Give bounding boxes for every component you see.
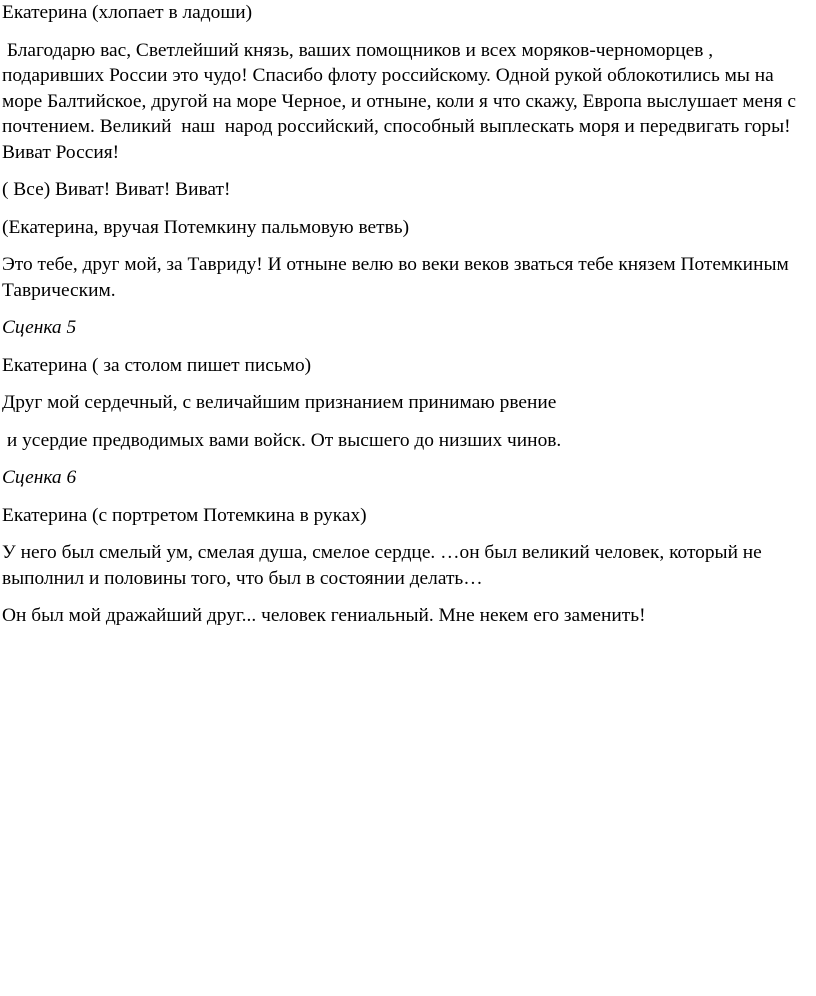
- stage-direction: Екатерина ( за столом пишет письмо): [2, 354, 312, 376]
- speech-paragraph: Он был мой дражайший друг... человек гениальный. Мне некем его заменить!: [2, 605, 646, 626]
- document-page: [2, 0, 808, 641]
- speech-paragraph: Друг мой сердечный, с величайшим признанием принимаю рвение: [2, 392, 557, 413]
- stage-direction: Екатерина (с портретом Потемкина в руках): [2, 504, 367, 526]
- scene-heading: Сценка 6: [2, 467, 77, 488]
- speech-paragraph: Это тебе, друг мой, за Тавриду! И отныне велю во веки веков зваться тебе князем Потемкиным Таврическим.: [2, 254, 794, 301]
- speech-paragraph: и усердие предводимых вами войск. От высшего до низших чинов.: [2, 429, 562, 451]
- speech-paragraph: Благодарю вас, Светлейший князь, ваших помощников и всех моряков-черноморцев , подаривших России это чудо! Спасибо флоту российскому. Одной рукой облокотились мы на море Балтийское, другой на море Черное, и отныне, коли я что скажу, Европа выслушает меня с почтением. Великий наш народ российский, способный выплескать моря и передвигать горы! Виват Россия!: [2, 39, 801, 163]
- scene-heading: Сценка 5: [2, 317, 77, 338]
- speech-paragraph: У него был смелый ум, смелая душа, смелое сердце. …он был великий человек, который не выполнил и половины того, что был в состоянии делать…: [2, 542, 767, 589]
- speech-paragraph: ( Все) Виват! Виват! Виват!: [2, 179, 231, 200]
- stage-direction: Екатерина (хлопает в ладоши): [2, 2, 253, 23]
- stage-direction: (Екатерина, вручая Потемкину пальмовую ветвь): [2, 216, 410, 238]
